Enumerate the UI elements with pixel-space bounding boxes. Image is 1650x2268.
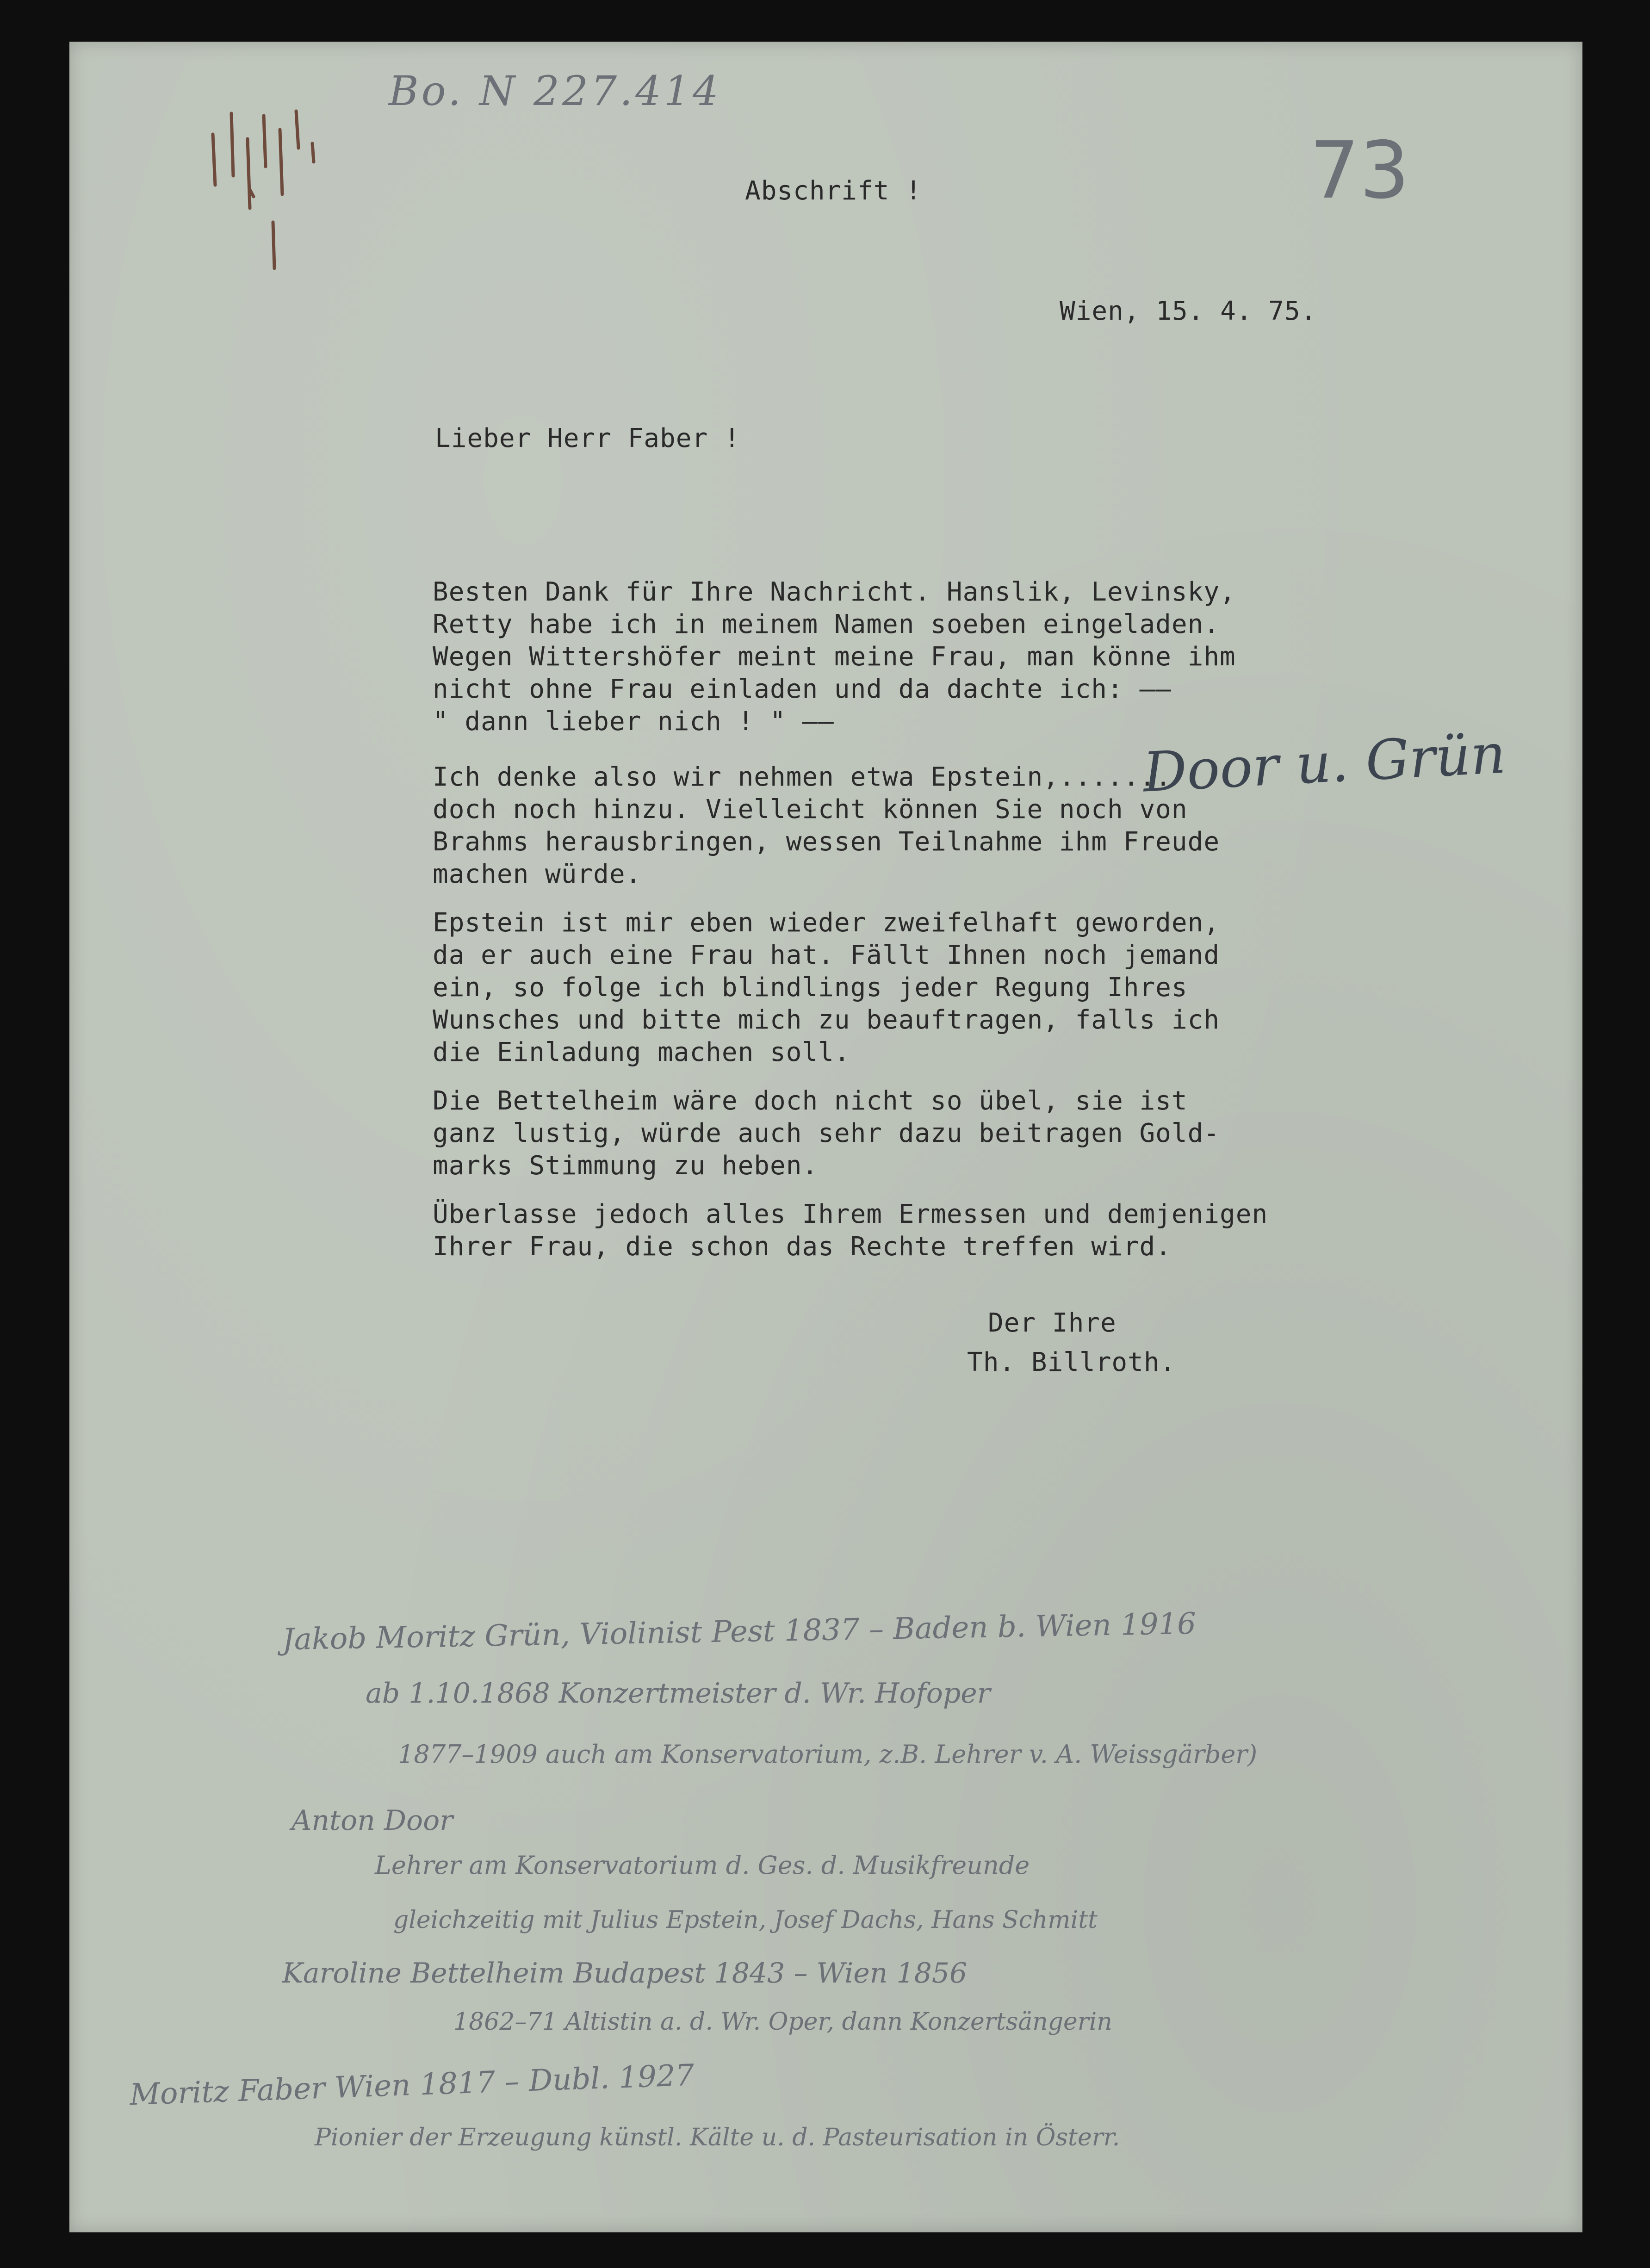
text-line: Wunsches und bitte mich zu beauftragen, falls ich (433, 1005, 1220, 1035)
text-line: Brahms herausbringen, wessen Teilnahme ihm Freude (433, 827, 1220, 857)
text-line: Wegen Wittershöfer meint meine Frau, man könne ihm (433, 642, 1236, 672)
note-line: Anton Door (292, 1804, 453, 1837)
text-line: Epstein ist mir eben wieder zweifelhaft geworden, (433, 908, 1220, 938)
letter-sheet (69, 42, 1582, 2232)
pencil-marks (204, 69, 379, 291)
paragraph-2 (433, 761, 1220, 891)
text-line: Überlasse jedoch alles Ihrem Ermessen und demjenigen (433, 1199, 1268, 1229)
closing: Der Ihre (988, 1308, 1117, 1338)
archive-signature: Bo. N 227.414 (389, 67, 721, 115)
text-line: die Einladung machen soll. (433, 1037, 850, 1067)
paragraph-3 (433, 907, 1220, 1069)
text-line: machen würde. (433, 859, 642, 889)
note-line: 1877–1909 auch am Konservatorium, z.B. Lehrer v. A. Weissgärber) (398, 1740, 1258, 1769)
text-line: Besten Dank für Ihre Nachricht. Hanslik, Levinsky, (433, 577, 1236, 607)
paragraph-1 (433, 576, 1236, 738)
note-line: gleichzeitig mit Julius Epstein, Josef Dachs, Hans Schmitt (393, 1906, 1098, 1934)
text-line: Ich denke also wir nehmen etwa Epstein,....... (433, 762, 1172, 792)
text-line: nicht ohne Frau einladen und da dachte ich: —— (433, 674, 1172, 704)
text-line: Retty habe ich in meinem Namen soeben eingeladen. (433, 609, 1220, 639)
text-line: doch noch hinzu. Vielleicht können Sie noch von (433, 794, 1188, 824)
signature: Th. Billroth. (967, 1347, 1176, 1377)
place-date: Wien, 15. 4. 75. (1060, 296, 1317, 326)
note-line: ab 1.10.1868 Konzertmeister d. Wr. Hofoper (366, 1677, 991, 1710)
handwritten-insertion: Door u. Grün (1141, 721, 1507, 805)
paragraph-5 (433, 1198, 1268, 1263)
text-line: da er auch eine Frau hat. Fällt Ihnen noch jemand (433, 940, 1220, 970)
text-line: ein, so folge ich blindlings jeder Regung Ihres (433, 973, 1188, 1003)
note-line: Pionier der Erzeugung künstl. Kälte u. d. Pasteurisation in Österr. (315, 2124, 1120, 2151)
text-line: ganz lustig, würde auch sehr dazu beitragen Gold- (433, 1118, 1220, 1148)
note-line: 1862–71 Altistin a. d. Wr. Oper, dann Konzertsängerin (453, 2008, 1112, 2036)
heading: Abschrift ! (745, 176, 922, 206)
text-line: Die Bettelheim wäre doch nicht so übel, sie ist (433, 1086, 1188, 1116)
salutation: Lieber Herr Faber ! (435, 423, 740, 453)
text-line: " dann lieber nich ! " —— (433, 706, 834, 737)
folio-number: 73 (1309, 125, 1410, 217)
note-line: Moritz Faber Wien 1817 – Dubl. 1927 (129, 2058, 695, 2113)
text-line: marks Stimmung zu heben. (433, 1151, 819, 1181)
note-line: Karoline Bettelheim Budapest 1843 – Wien 1856 (282, 1957, 968, 1989)
note-line: Lehrer am Konservatorium d. Ges. d. Musikfreunde (375, 1851, 1030, 1880)
paragraph-4 (433, 1085, 1220, 1182)
text-line: Ihrer Frau, die schon das Rechte treffen wird. (433, 1232, 1172, 1262)
note-line: Jakob Moritz Grün, Violinist Pest 1837 – Baden b. Wien 1916 (282, 1606, 1197, 1657)
